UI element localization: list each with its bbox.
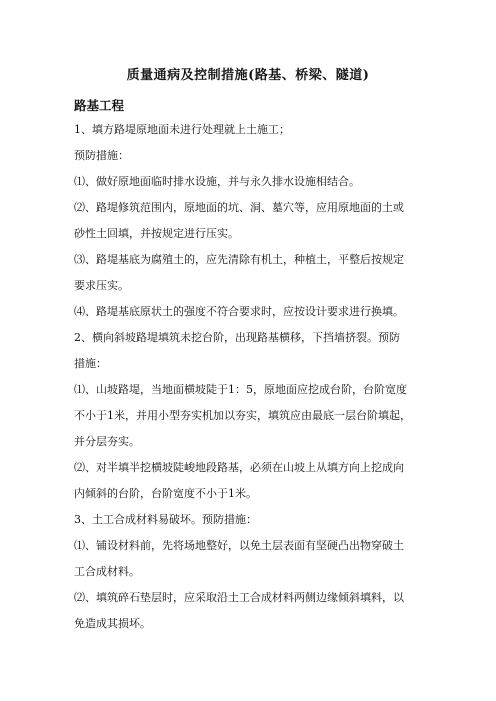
paragraph-line: ⑵、对半填半挖横坡陡峻地段路基，必须在山坡上从填方向上挖成向 bbox=[74, 461, 404, 474]
paragraph-line: ⑴、山坡路堤，当地面横坡陡于1：5，原地面应挖成台阶，台阶宽度 bbox=[74, 383, 407, 396]
document-title: 质量通病及控制措施(路基、桥梁、隧道) bbox=[126, 68, 370, 83]
paragraph-11 bbox=[74, 533, 430, 585]
paragraph-5 bbox=[74, 247, 430, 299]
paragraph-line: ⑶、路堤基底为腐殖土的，应先清除有机土，种植土，平整后按规定 bbox=[74, 253, 404, 266]
section-heading: 路基工程 bbox=[74, 98, 125, 113]
paragraph-10 bbox=[74, 507, 430, 533]
paragraph-line: 2、横向斜坡路堤填筑未挖台阶，出现路基横移，下挡墙挤裂。预防 bbox=[74, 331, 400, 344]
paragraph-3 bbox=[74, 169, 430, 195]
paragraph-12 bbox=[74, 585, 430, 637]
paragraph-6 bbox=[74, 299, 430, 325]
paragraph-line: 1、填方路堤原地面未进行处理就上土施工； bbox=[74, 123, 290, 136]
paragraph-line: 预防措施： bbox=[74, 149, 129, 162]
paragraph-line: 3、土工合成材料易破坏。预防措施： bbox=[74, 513, 257, 526]
paragraph-line: ⑴、铺设材料前，先将场地整好，以免土层表面有坚硬凸出物穿破土 bbox=[74, 539, 404, 552]
paragraph-1 bbox=[74, 117, 430, 143]
paragraph-line: 砂性土回填，并按规定进行压实。 bbox=[74, 227, 239, 241]
paragraph-line: 工合成材料。 bbox=[74, 565, 140, 579]
paragraph-line: ⑵、路堤修筑范围内，原地面的坑、洞、墓穴等，应用原地面的土或 bbox=[74, 201, 404, 214]
paragraph-9 bbox=[74, 455, 430, 507]
paragraph-line: 不小于1米，并用小型夯实机加以夯实，填筑应由最底一层台阶填起， bbox=[74, 409, 411, 423]
paragraph-line: ⑴、做好原地面临时排水设施，并与永久排水设施相结合。 bbox=[74, 175, 360, 188]
paragraph-line: ⑷、路堤基底原状土的强度不符合要求时，应按设计要求进行换填。 bbox=[74, 305, 404, 318]
paragraph-2 bbox=[74, 143, 430, 169]
paragraph-line: 措施： bbox=[74, 357, 107, 371]
paragraph-line: 免造成其损坏。 bbox=[74, 617, 151, 631]
paragraph-line: ⑵、填筑碎石垫层时，应采取沿土工合成材料两侧边缘倾斜填料，以 bbox=[74, 591, 404, 604]
paragraph-line: 要求压实。 bbox=[74, 279, 129, 293]
paragraph-line: 内倾斜的台阶，台阶宽度不小于1米。 bbox=[74, 487, 257, 501]
paragraph-line: 并分层夯实。 bbox=[74, 435, 140, 449]
paragraph-8 bbox=[74, 377, 430, 456]
paragraph-4 bbox=[74, 195, 430, 247]
paragraph-7 bbox=[74, 325, 430, 377]
